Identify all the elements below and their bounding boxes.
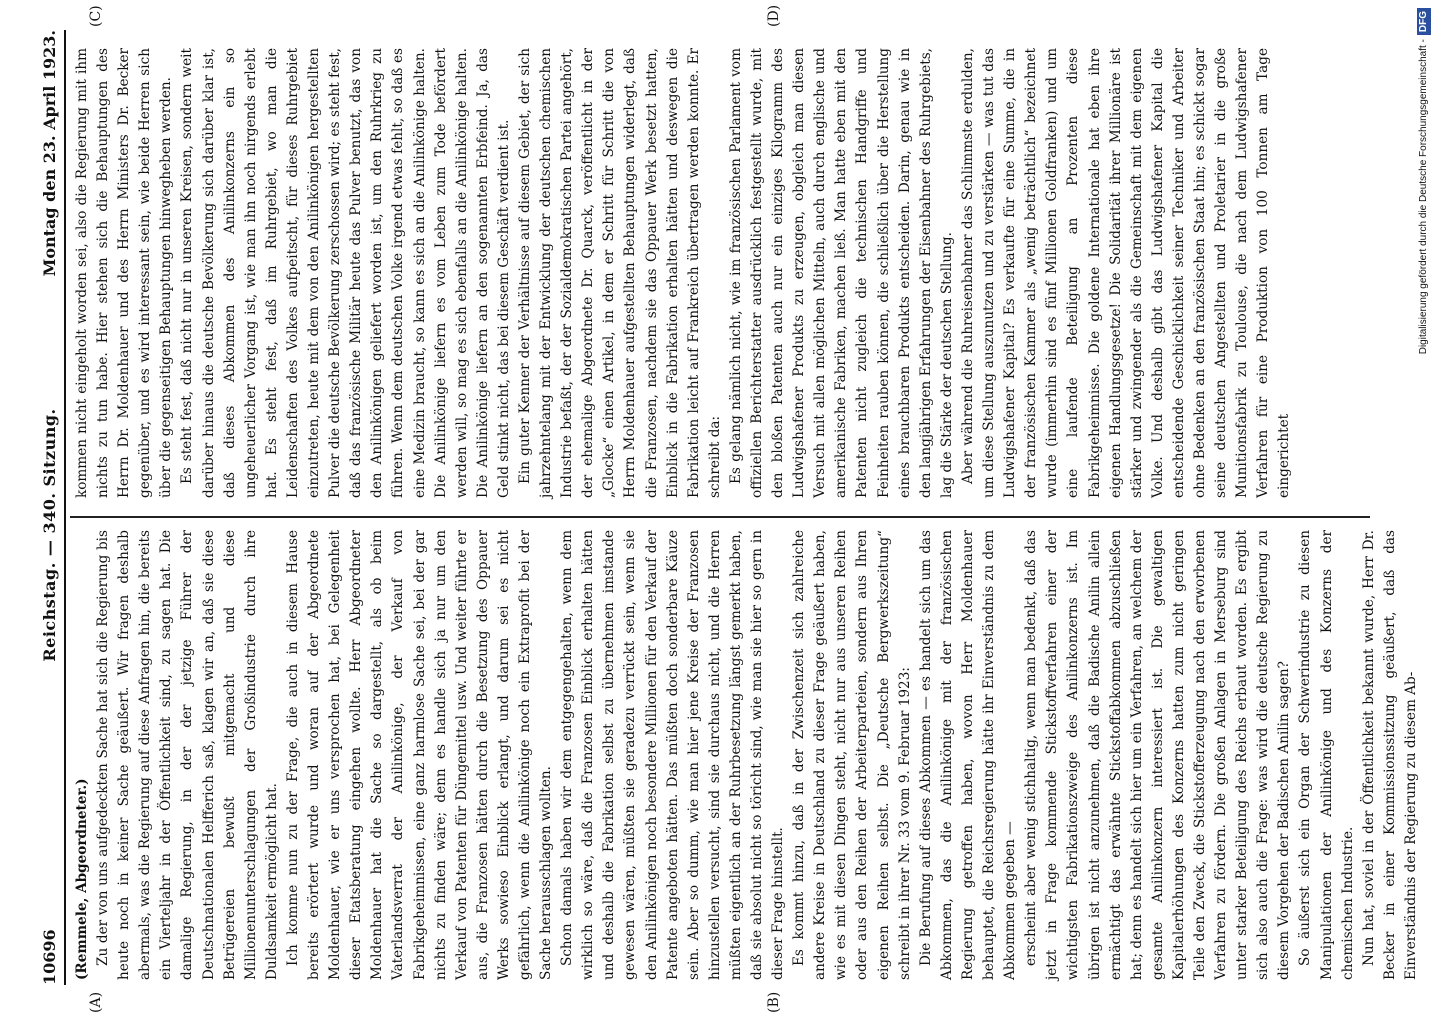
quote-paragraph: Es gelang nämlich nicht, wie im französischen Parlament vom offiziellen Berichterstatter ausdrücklich festgestellt wurde, mit den bloßen Patenten auch nur ein einziges Kilogramm des Ludwigshafener Produkts zu erzeugen, obgleich man diesen Versuch mit allen möglichen Mitteln, auch durch englische und amerikanische Fabriken, machen ließ. Man hatte eben mit den Patenten nicht zugleich die technischen Handgriffe und Feinheiten rauben können, die schließlich über die Herstellung eines brauchbaren Produkts entscheiden. Darin, genau wie in den langjährigen Erfahrungen der Eisenbahner des Ruhrgebiets, lag die Stärke der deutschen Stellung.: [727, 48, 955, 498]
paragraph: Ein guter Kenner der Verhältnisse auf diesem Gebiet, der sich jahrzehntelang mit der Entwicklung der deutschen chemischen Industrie befaßt, der der Sozialdemokratischen Partei angehört, der ehemalige Abgeordnete Dr. Quarck, veröffentlicht in der „Glocke“ einen Artikel, in dem er Schritt für Schritt die von Herrn Moldenhauer aufgestellten Behauptungen widerlegt, daß die Franzosen, nachdem sie das Oppauer Werk besetzt hatten, Einblick in die Fabrikation erhalten hätten und deswegen die Fabrikation leicht auf Frankreich übertragen werden konnte. Er schreibt da:: [516, 48, 723, 498]
page-number: 10696: [40, 929, 59, 985]
quote-paragraph: Aber während die Ruhreisenbahner das Schlimmste erdulden, um diese Stellung auszunutzen und zu verstärken — was tut das Ludwigshafener Kapital? Es verkaufte für eine Summe, die in der französischen Kammer als „wenig beträchtlich“ bezeichnet wurde (immerhin sind es fünf Millionen Goldfranken) und um eine laufende Beteiligung an Prozenten diese Fabrikgeheimnisse. Die goldene Internationale hat eben ihre eigenen Handlungsgesetze! Die Solidarität ihrer Millionäre ist stärker und zwingender als die Gemeinschaft mit dem eigenen Volke. Und deshalb gibt das Ludwigshafener Kapital die entscheidende Geschicklichkeit seiner Techniker und Arbeiter ohne Bedenken an den französischen Staat hin; es schickt sogar seine deutschen Angestellten und Proletarier in die große Munitionsfabrik zu Toulouse, die nach dem Ludwigshafener Verfahren für eine Produktion von 100 Tonnen am Tage eingerichtet: [959, 48, 1293, 498]
rotated-page: [36, 0, 1419, 1013]
dfg-logo: DFG: [1417, 8, 1431, 35]
paragraph: Nun hat, soviel in der Öffentlichkeit bekannt wurde, Herr Dr. Becker in einer Kommissionssitzung geäußert, daß das Einverständnis der Regierung zu diesem Ab-: [1360, 530, 1419, 980]
marker-d: (D): [766, 4, 782, 27]
left-column: [72, 530, 1419, 980]
paragraph: Ich komme nun zu der Frage, die auch in diesem Hause bereits erörtert wurde und woran auf der Abgeordnete Moldenhauer, wie er uns versprochen hat, bei Gelegenheit dieser Etatsberatung eingehen wollte. Herr Abgeordneter Moldenhauer hat die Sache so dargestellt, als ob beim Vaterlandsverrat der Anilinkönige, der Verkauf von Fabrikgeheimnissen, eine ganz harmlose Sache sei, bei der gar nichts zu finden wäre; denn es handle sich ja nur um den Verkauf von Patenten für Düngemittel usw. Und weiter führte er aus, die Franzosen hätten durch die Besetzung des Oppauer Werks sowieso Einblick erlangt, und darum sei es nicht gefährlich, wenn die Anilinkönige noch ein Extraprofit bei der Sache herausschlagen wollten.: [284, 530, 555, 980]
quote-paragraph: erscheint aber wenig stichhaltig, wenn man bedenkt, daß das jetzt in Frage kommende Stickstoffverfahren einer der wichtigsten Fabrikationszweige des Anilinkonzerns ist. Im übrigen ist nicht anzunehmen, daß die Badische Anilin allein ermächtigt das erwähnte Stickstoffabkommen abzuschließen hat; denn es handelt sich hier um ein Verfahren, an welchem der gesamte Anilinkonzern interessiert ist. Die gewaltigen Kapitalerhöhungen des Konzerns hatten zum nicht geringen Teile den Zweck, die Stickstofferzeugung nach den erworbenen Verfahren zu fördern. Die großen Anlagen in Merseburg sind unter starker Beteiligung des Reichs erbaut worden. Es ergibt sich also auch die Frage: was wird die deutsche Regierung zu diesem Vorgehen der Badischen Anilin sagen?: [1023, 530, 1293, 980]
page-header: [36, 30, 62, 985]
session-title: Reichstag. — 340. Sitzung.: [40, 408, 59, 662]
digitization-credit: [1414, 8, 1434, 992]
paragraph: Es kommt hinzu, daß in der Zwischenzeit sich zahlreiche andere Kreise in Deutschland zu dieser Frage geäußert haben, wie es mit diesen Dingen steht, nicht nur aus unseren Reihen oder aus den Reihen der Arbeiterparteien, sondern aus Ihren eigenen Reihen selbst. Die „Deutsche Bergwerkszeitung“ schreibt in ihrer Nr. 33 vom 9. Februar 1923:: [791, 530, 913, 980]
header-rule: [64, 30, 66, 985]
credit-text: Digitalisierung gefördert durch die Deutsche Forschungsgemeinschaft -: [1418, 39, 1429, 355]
marker-b: (B): [766, 991, 782, 1013]
speaker-line: (Remmele, Abgeordneter.): [74, 778, 90, 980]
session-date: Montag den 23. April 1923.: [40, 30, 59, 277]
marker-a: (A): [88, 991, 104, 1013]
paragraph: Es steht fest, daß nicht nur in unseren Kreisen, sondern weit darüber hinaus die deutsche Bevölkerung sich darüber klar ist, daß dieses Abkommen des Anilinkonzerns ein so ungeheuerlicher Vorgang ist, wie man ihn noch nirgends erlebt hat. Es steht fest, daß im Ruhrgebiet, wo man die Leidenschaften des Volkes aufpeitscht, für dieses Ruhrgebiet einzutreten, heute mit dem von den Anilinkönigen hergestellten Pulver die deutsche Bevölkerung zerschossen wird; es steht fest, daß das französische Militär heute das Pulver benutzt, das von den Anilinkönigen geliefert worden ist, um den Ruhrkrieg zu führen. Wenn dem deutschen Volke irgend etwas fehlt, so daß es eine Medizin braucht, so kann es sich an die Anilinkönige halten. Die Anilinkönige liefern es vom Leben zum Tode befördert werden will, so mag es sich ebenfalls an die Anilinkönige halten. Die Anilinkönige liefern an den sogenannten Erbfeind. Ja, das Geld stinkt nicht, das bei diesem Geschäft verdient ist.: [179, 47, 512, 498]
quote-paragraph: Die Berufung auf dieses Abkommen — es handelt sich um das Abkommen, das die Anilinkönige mit der französischen Regierung getroffen haben, wovon Herr Moldenhauer behauptet, die Reichsregierung hätte ihr Einverständnis zu dem Abkommen gegeben —: [917, 530, 1019, 980]
paragraph: So äußerst sich ein Organ der Schwerindustrie zu diesen Manipulationen der Anilinkönige und des Konzerns der chemischen Industrie.: [1297, 530, 1356, 980]
right-column: [72, 48, 1372, 498]
marker-c: (C): [88, 5, 104, 27]
paragraph: Zu der von uns aufgedeckten Sache hat sich die Regierung bis heute noch in keiner Sache geäußert. Wir fragen deshalb abermals, was die Regierung auf diese Anfragen hin, die bereits ein Vierteljahr in der Öffentlichkeit sind, zu sagen hat. Die damalige Regierung, in der der jetzige Führer der Deutschnationalen Helfferich saß, klagen wir an, daß sie diese Betrügereien bewußt mitgemacht und diese Millionenunterschlagungen der Großindustrie durch ihre Duldsamkeit ermöglicht hat.: [95, 530, 280, 980]
paragraph: Schon damals haben wir dem entgegengehalten, wenn dem wirklich so wäre, daß die Franzosen Einblick erhalten hätten und deshalb die Fabrikation selbst zu übernehmen imstande gewesen wären, müßten sie geradezu verrückt sein, wenn sie den Anilinkönigen noch besondere Millionen für den Verkauf der Patente angeboten hätten. Das müßten doch sonderbare Käuze sein. Aber so dumm, wie man hier jene Kreise der Franzosen hinzustellen versucht, sind sie durchaus nicht, und die Herren müßten eigentlich an der Ruhrbesetzung längst gemerkt haben, daß sie absolut nicht so töricht sind, wie man sie hier so gern in dieser Frage hinstellt.: [559, 530, 787, 980]
paragraph: kommen nicht eingeholt worden sei, also die Regierung mit ihm nichts zu tun habe. Hier stehen sich die Behauptungen des Herrn Dr. Moldenhauer und des Herrn Ministers Dr. Becker gegenüber, und es wird interessant sein, wie beide Herren sich über die gegenseitigen Behauptungen hinwegheben werden.: [74, 48, 175, 498]
column-divider: [70, 517, 1370, 519]
